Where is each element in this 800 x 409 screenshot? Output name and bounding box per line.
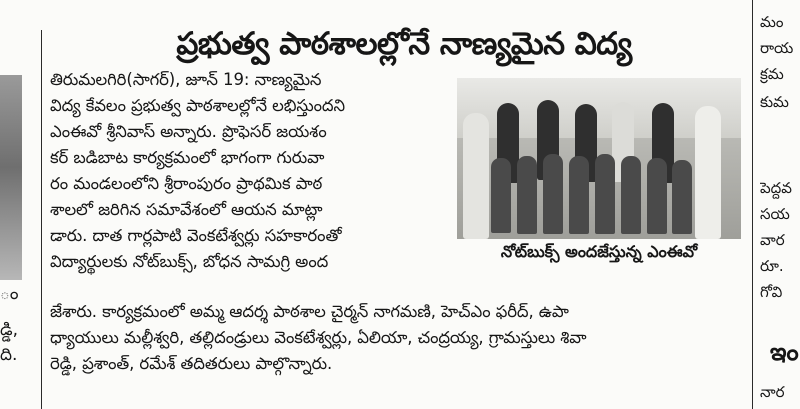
left-adjacent-column	[0, 0, 36, 409]
right-column-line: వార	[760, 231, 785, 249]
article-body-line: తిరుమలగిరి(సాగర్), జూన్ 19: నాణ్యమైన	[50, 70, 322, 89]
article-body-line: కర్ బడిబాట కార్యక్రమంలో భాగంగా గురువా	[50, 148, 325, 167]
right-column-line: నార	[760, 383, 785, 401]
photo-child	[595, 154, 615, 234]
photo-child	[491, 158, 511, 233]
left-column-line: ం	[0, 284, 19, 304]
photo-child	[621, 156, 641, 234]
photo-child	[543, 154, 563, 234]
photo-caption: నోట్‌బుక్స్ అందజేస్తున్న ఎంఈవో	[500, 242, 698, 261]
right-column-line: కుమ	[760, 93, 789, 111]
article-body-line: విద్యార్థులకు నోట్‌బుక్స్, బోధన సామగ్రి అంద	[50, 252, 329, 271]
right-column-line: గోవి	[760, 283, 783, 301]
left-column-line: ది.	[0, 345, 18, 365]
right-column-line: మం	[760, 13, 784, 31]
right-column-line: పెద్దవ	[760, 179, 792, 197]
photo-person	[463, 113, 489, 239]
photo-child	[569, 156, 589, 234]
right-column-line: క్రమ	[760, 65, 784, 83]
article-body-line: రం మండలంలోని శ్రీరాంపురం ప్రాథమిక పాఠ	[50, 174, 323, 193]
article-body-line: డారు. దాత గార్లపాటి వెంకటేశ్వర్లు సహకారంతో	[50, 226, 342, 245]
right-column-line: సయ	[760, 205, 790, 223]
article-body-line: రెడ్డి, ప్రశాంత్, రమేశ్ తదితరులు పాల్గొన్నారు.	[50, 354, 333, 373]
photo-child	[672, 160, 692, 234]
right-column-line: రాయ	[760, 39, 794, 57]
right-column-line: రూ.	[760, 257, 784, 275]
article-headline: ప్రభుత్వ పాఠశాలల్లోనే నాణ్యమైన విద్య	[176, 26, 632, 62]
left-column-line: డ్డి,	[0, 320, 18, 340]
article-body-line: జేశారు. కార్యక్రమంలో అమ్మ ఆదర్శ పాఠశాల చైర్మన్ నాగమణి, హెచ్‌ఎం ఫరీద్, ఉపా	[50, 302, 569, 321]
article-body-line: ధ్యాయులు మల్లీశ్వరి, తల్లిదండ్రులు వెంకటేశ్వర్లు, ఏలియా, చంద్రయ్య, గ్రామస్తులు శివా	[50, 328, 587, 347]
article-body-line: ఎంఈవో శ్రీనివాస్ అన్నారు. ప్రొఫెసర్ జయశం	[50, 122, 327, 141]
adjacent-photo-fragment	[0, 75, 22, 280]
column-divider-left	[41, 30, 42, 409]
article-body-line: శాలలో జరిగిన సమావేశంలో ఆయన మాట్లా	[50, 200, 323, 219]
right-adjacent-column	[760, 0, 800, 409]
photo-person	[695, 106, 721, 239]
column-divider-right	[752, 0, 753, 409]
right-column-heading: ఇం	[770, 338, 799, 366]
photo-child	[517, 156, 537, 234]
article-photo	[457, 78, 741, 239]
photo-child	[647, 158, 667, 234]
article-body-line: విద్య కేవలం ప్రభుత్వ పాఠశాలల్లోనే లభిస్తుందని	[50, 96, 345, 115]
